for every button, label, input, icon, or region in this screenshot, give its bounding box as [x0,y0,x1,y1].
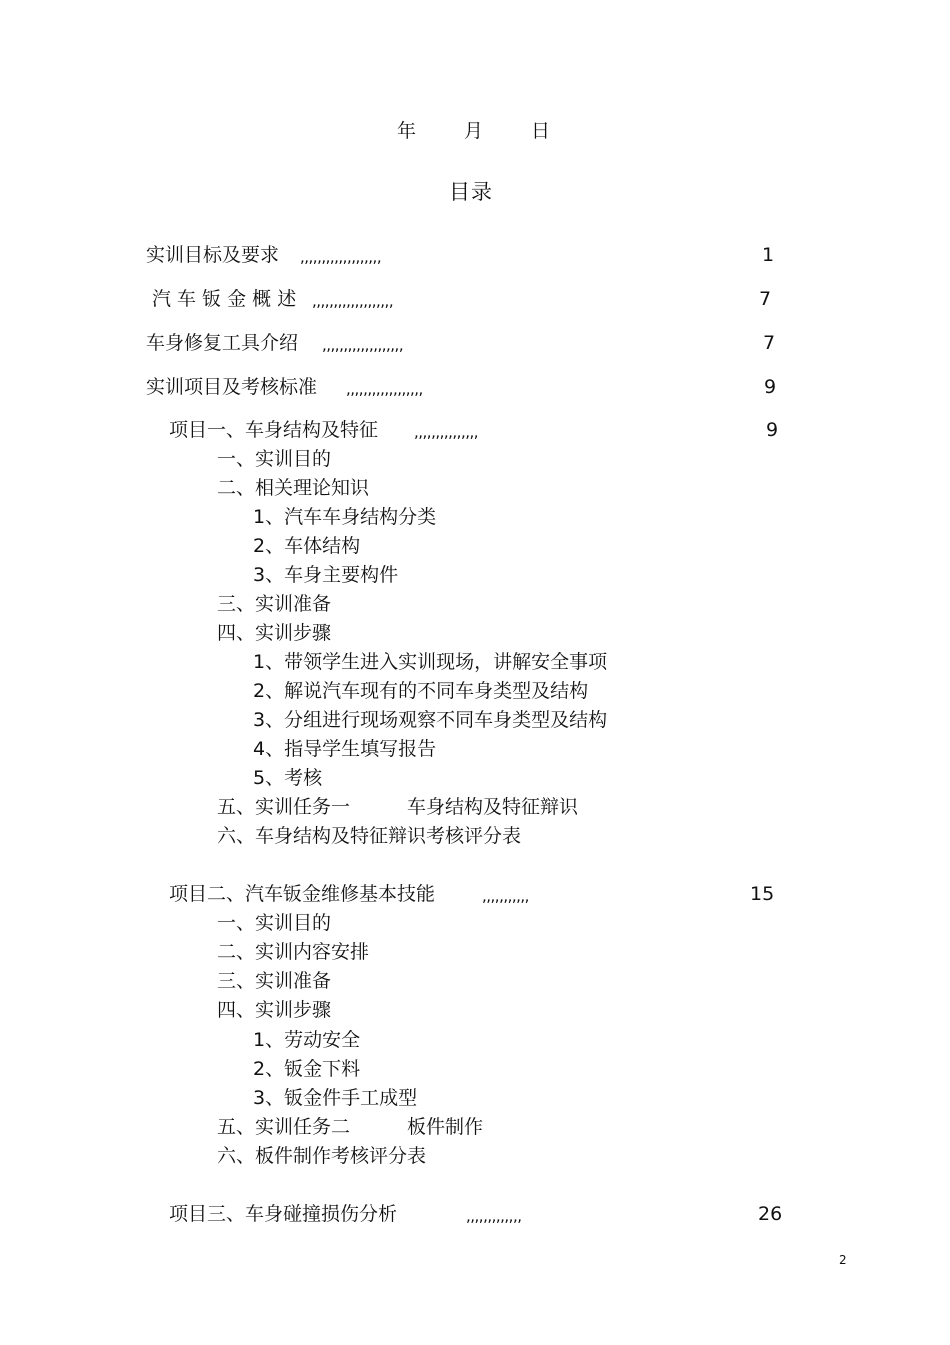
date-year: 年 [397,120,417,142]
toc-subentry-text: 五、实训任务一 [217,796,351,818]
toc-entry-page: 26 [758,1203,783,1225]
toc-subentry: 3、钣金件手工成型 [253,1087,418,1109]
date-day: 日 [531,120,551,142]
toc-subentry: 1、带领学生进入实训现场，讲解安全事项 [253,651,608,673]
toc-entry-text: 项目三、车身碰撞损伤分析 [169,1203,398,1225]
toc-subentry: 3、分组进行现场观察不同车身类型及结构 [253,709,608,731]
toc-subentry: 四、实训步骤 [217,622,332,644]
toc-subentry: 4、指导学生填写报告 [253,738,437,760]
toc-entry-text: 实训目标及要求 [146,244,280,266]
toc-entry-page: 9 [766,419,779,441]
toc-subentry: 1、汽车车身结构分类 [253,506,437,528]
toc-entry-leader: ,,,,,,,,,,, [482,887,529,905]
toc-entry-leader: ,,,,,,,,,,,,,,,,,,, [322,336,404,354]
toc-entry-text: 项目一、车身结构及特征 [169,419,379,441]
toc-subentry: 六、板件制作考核评分表 [217,1145,427,1167]
toc-entry-text: 车身修复工具介绍 [146,332,299,354]
toc-subentry-suffix: 板件制作 [407,1116,484,1138]
toc-subentry: 六、车身结构及特征辩识考核评分表 [217,825,522,847]
toc-entry-leader: ,,,,,,,,,,,,,,, [414,423,479,441]
date-month: 月 [464,120,484,142]
toc-entry-text: 实训项目及考核标准 [146,376,318,398]
toc-entry-leader: ,,,,,,,,,,,,,,,,,,, [312,292,394,310]
toc-entry-text: 汽 车 钣 金 概 述 [152,288,297,310]
toc-subentry: 三、实训准备 [217,593,332,615]
toc-entry-page: 15 [750,883,775,905]
toc-subentry: 四、实训步骤 [217,999,332,1021]
toc-subentry: 2、钣金下料 [253,1058,361,1080]
toc-subentry-suffix: 车身结构及特征辩识 [407,796,579,818]
toc-subentry: 3、车身主要构件 [253,564,399,586]
toc-entry-leader: ,,,,,,,,,,,,, [466,1207,522,1225]
toc-title: 目录 [449,180,493,204]
toc-entry-leader: ,,,,,,,,,,,,,,,,,, [346,380,423,398]
toc-entry-page: 9 [764,376,777,398]
page-number: 2 [839,1253,847,1267]
toc-subentry: 1、劳动安全 [253,1029,361,1051]
toc-subentry: 二、实训内容安排 [217,941,370,963]
toc-subentry: 一、实训目的 [217,912,332,934]
toc-subentry: 5、考核 [253,767,323,789]
toc-entry-text: 项目二、汽车钣金维修基本技能 [169,883,436,905]
toc-entry-page: 7 [763,332,776,354]
toc-subentry: 2、车体结构 [253,535,361,557]
toc-entry-leader: ,,,,,,,,,,,,,,,,,,, [300,248,382,266]
toc-subentry-text: 五、实训任务二 [217,1116,351,1138]
toc-entry-page: 1 [762,244,775,266]
toc-subentry: 二、相关理论知识 [217,477,370,499]
toc-subentry: 一、实训目的 [217,448,332,470]
toc-entry-page: 7 [759,288,772,310]
toc-subentry: 三、实训准备 [217,970,332,992]
toc-subentry: 2、解说汽车现有的不同车身类型及结构 [253,680,589,702]
